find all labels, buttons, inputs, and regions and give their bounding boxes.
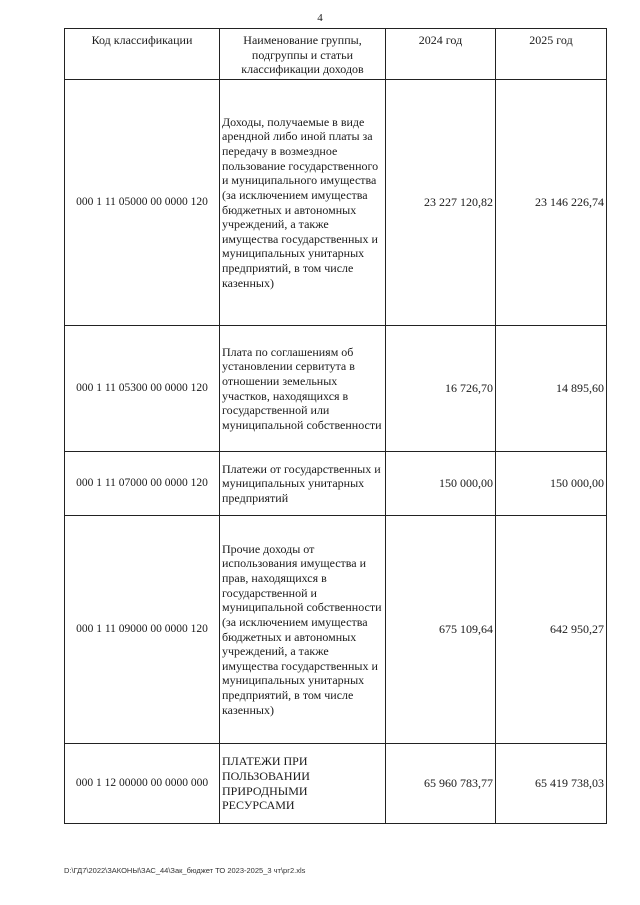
row-amount-2025: 14 895,60 bbox=[496, 326, 607, 452]
row-code: 000 1 11 05000 00 0000 120 bbox=[65, 80, 220, 326]
row-name: Плата по соглашениям об установлении сервитута в отношении земельных участков, находящихся в государственной или муниципальной собственности bbox=[220, 326, 386, 452]
row-name: Доходы, получаемые в виде арендной либо иной платы за передачу в возмездное пользование государственного и муниципального имущества (за исключением имущества бюджетных и автономных учреждений, а также имущества государственных и муниципальных унитарных предприятий, в том числе казенных) bbox=[220, 80, 386, 326]
row-code: 000 1 11 07000 00 0000 120 bbox=[65, 452, 220, 516]
revenue-classification-table bbox=[64, 28, 607, 824]
header-year-2025: 2025 год bbox=[496, 29, 607, 80]
row-amount-2024: 16 726,70 bbox=[386, 326, 496, 452]
table-row bbox=[65, 516, 607, 744]
row-amount-2024: 65 960 783,77 bbox=[386, 744, 496, 824]
header-code: Код классификации bbox=[65, 29, 220, 80]
row-amount-2024: 150 000,00 bbox=[386, 452, 496, 516]
page-number: 4 bbox=[317, 12, 323, 24]
row-amount-2025: 150 000,00 bbox=[496, 452, 607, 516]
row-code: 000 1 11 05300 00 0000 120 bbox=[65, 326, 220, 452]
row-code: 000 1 12 00000 00 0000 000 bbox=[65, 744, 220, 824]
row-name: Прочие доходы от использования имущества и прав, находящихся в государственной и муниципальной собственности (за исключением имущества бюджетных и автономных учреждений, а также имущества государственных и муниципальных унитарных предприятий, в том числе казенных) bbox=[220, 516, 386, 744]
file-path-footer: D:\ГД7\2022\ЗАКОНЫ\ЗАС_44\Зак_бюджет ТО 2023-2025_3 чт\рг2.xls bbox=[64, 866, 306, 875]
row-amount-2024: 23 227 120,82 bbox=[386, 80, 496, 326]
row-amount-2025: 642 950,27 bbox=[496, 516, 607, 744]
row-name: Платежи от государственных и муниципальных унитарных предприятий bbox=[220, 452, 386, 516]
row-amount-2025: 65 419 738,03 bbox=[496, 744, 607, 824]
header-year-2024: 2024 год bbox=[386, 29, 496, 80]
table-row bbox=[65, 326, 607, 452]
table-row bbox=[65, 452, 607, 516]
row-amount-2024: 675 109,64 bbox=[386, 516, 496, 744]
table-row bbox=[65, 744, 607, 824]
table-row bbox=[65, 80, 607, 326]
header-name: Наименование группы, подгруппы и статьи классификации доходов bbox=[220, 29, 386, 80]
row-name: ПЛАТЕЖИ ПРИ ПОЛЬЗОВАНИИ ПРИРОДНЫМИ РЕСУРСАМИ bbox=[220, 744, 386, 824]
row-amount-2025: 23 146 226,74 bbox=[496, 80, 607, 326]
table-header-row bbox=[65, 29, 607, 80]
row-code: 000 1 11 09000 00 0000 120 bbox=[65, 516, 220, 744]
